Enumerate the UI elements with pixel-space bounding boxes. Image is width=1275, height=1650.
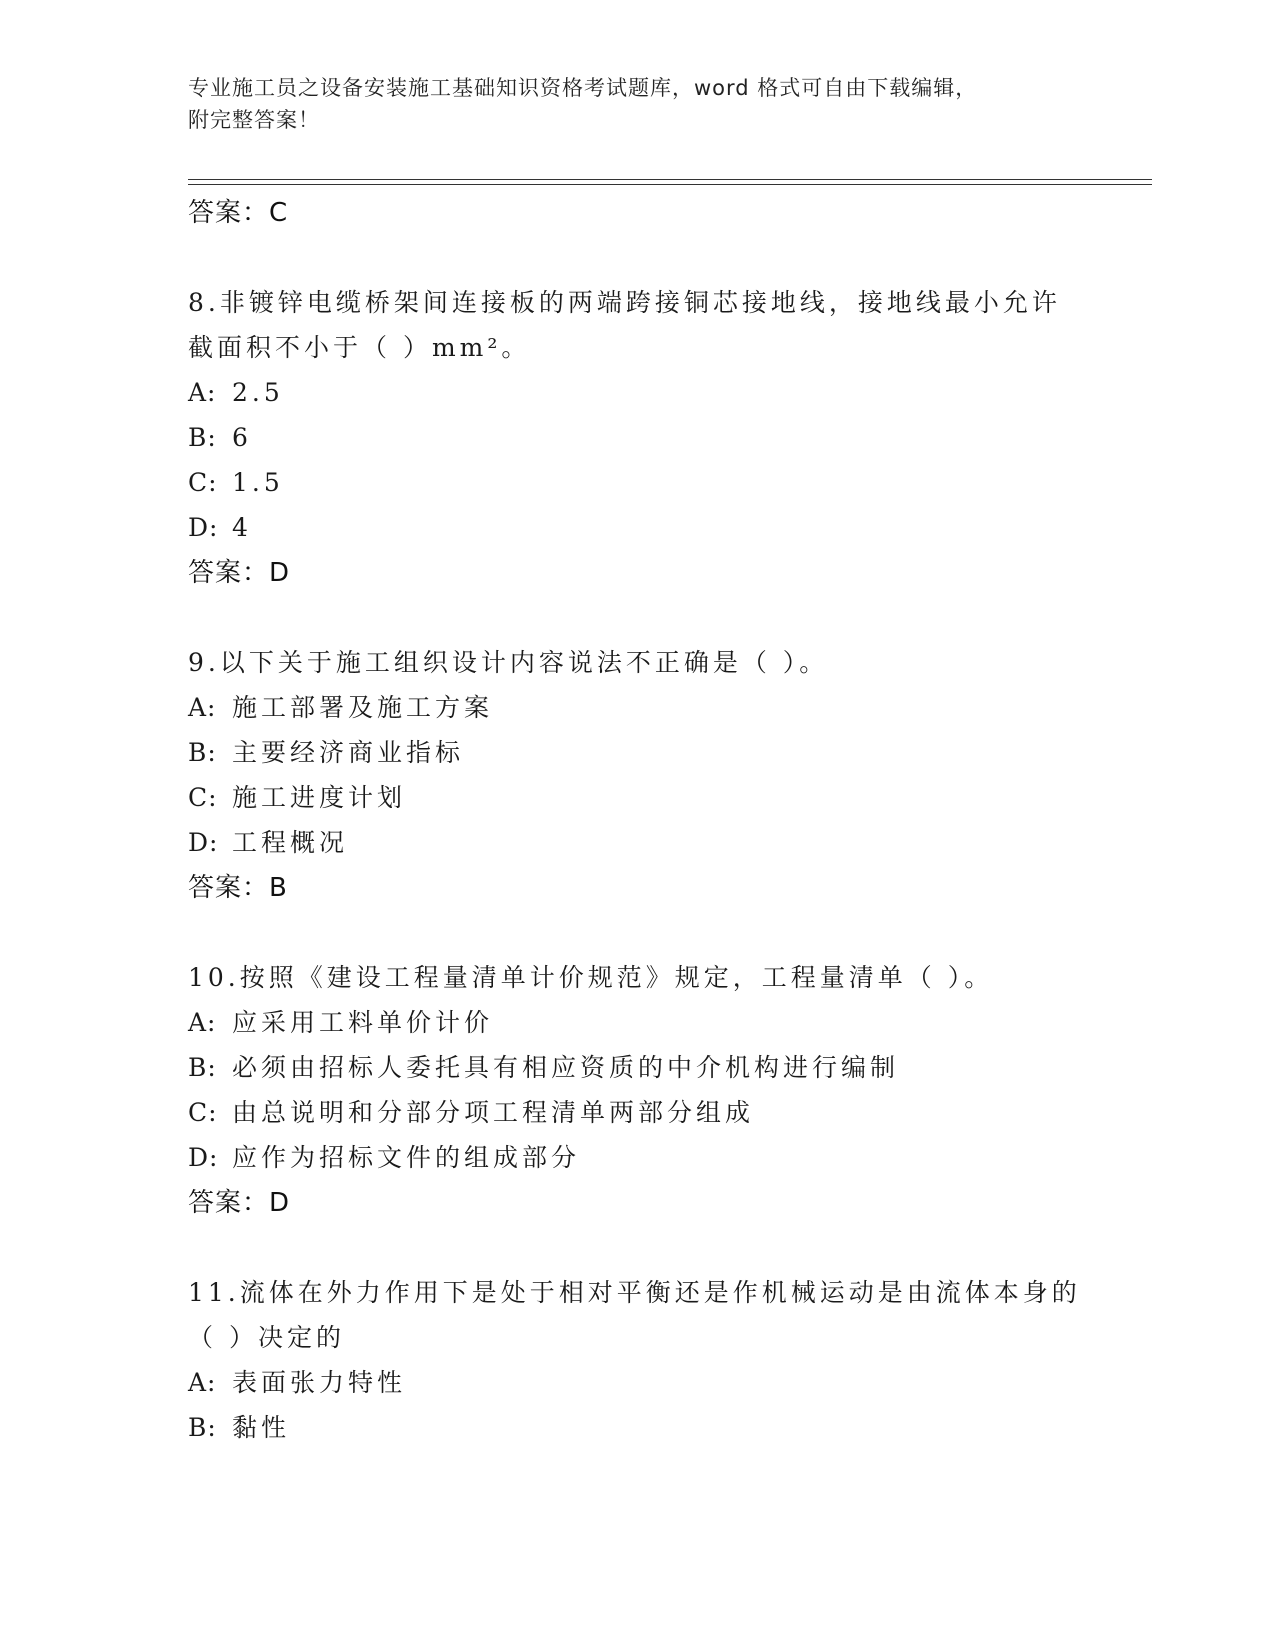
question-text: 9.以下关于施工组织设计内容说法不正确是（ ）。 [188,648,829,677]
question-list [188,190,1152,1494]
header-line-1: 专业施工员之设备安装施工基础知识资格考试题库，word 格式可自由下载编辑， [188,76,978,100]
option-a: A: 2.5 [188,378,284,407]
question-text: 11.流体在外力作用下是处于相对平衡还是作机械运动是由流体本身的 （ ）决定的 [188,1278,1081,1352]
question-8 [188,280,1152,596]
option-a: A: 表面张力特性 [188,1368,407,1397]
option-d: D: 4 [188,513,252,542]
question-10 [188,955,1152,1226]
question-11 [188,1270,1152,1450]
option-b: B: 主要经济商业指标 [188,738,465,767]
option-b: B: 6 [188,423,252,452]
answer-line: 答案：C [188,198,289,228]
question-text: 8.非镀锌电缆桥架间连接板的两端跨接铜芯接地线，接地线最小允许 截面积不小于（ ）mm²。 [188,288,1061,362]
header-divider-bottom [188,184,1152,185]
option-b: B: 黏性 [188,1413,291,1442]
option-a: A: 施工部署及施工方案 [188,693,494,722]
header-line-2: 附完整答案！ [188,108,320,132]
option-d: D: 应作为招标文件的组成部分 [188,1143,581,1172]
answer-line: 答案：D [188,558,291,588]
question-9 [188,640,1152,911]
option-d: D: 工程概况 [188,828,349,857]
question-text: 10.按照《建设工程量清单计价规范》规定，工程量清单（ ）。 [188,963,994,992]
answer-line: 答案：D [188,1188,291,1218]
header-divider-top [188,179,1152,180]
option-c: C: 施工进度计划 [188,783,407,812]
answer-line: 答案：B [188,873,288,903]
option-c: C: 1.5 [188,468,284,497]
document-header [188,72,1088,136]
option-c: C: 由总说明和分部分项工程清单两部分组成 [188,1098,755,1127]
option-b: B: 必须由招标人委托具有相应资质的中介机构进行编制 [188,1053,900,1082]
option-a: A: 应采用工料单价计价 [188,1008,494,1037]
